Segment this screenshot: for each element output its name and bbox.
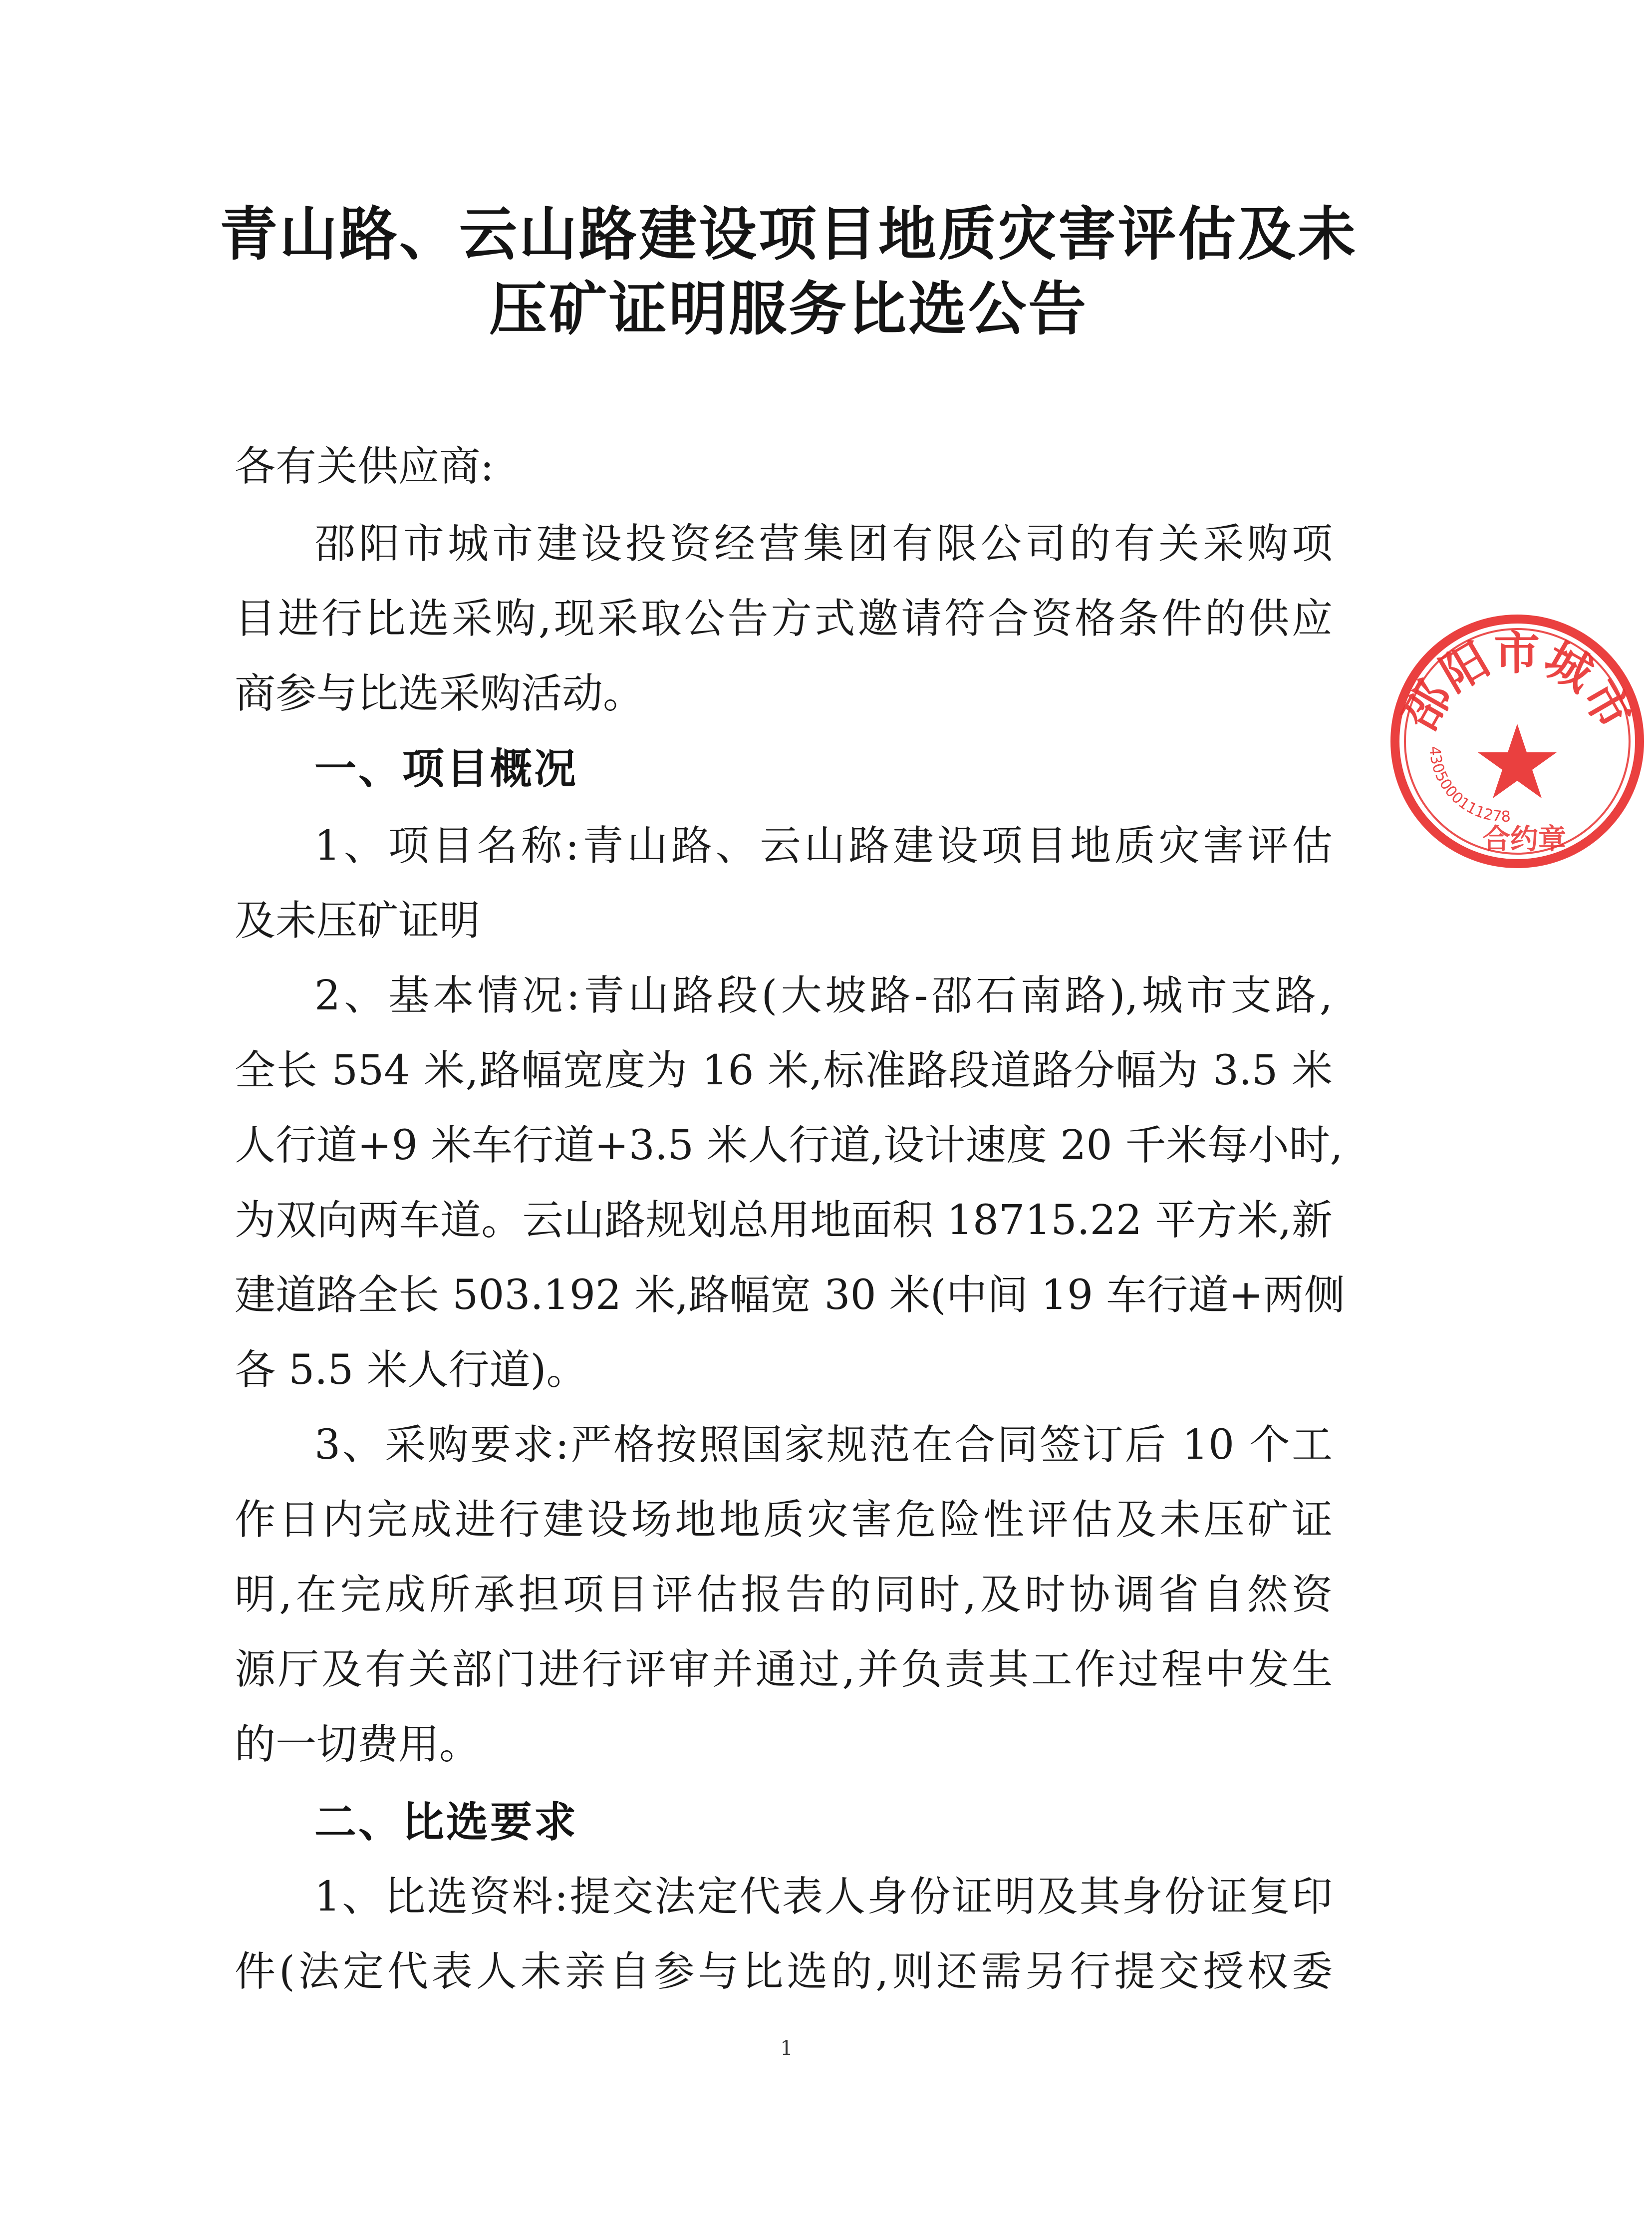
page-number: 1	[780, 2037, 793, 2060]
item-3-line-1: 3、采购要求:严格按照国家规范在合同签订后 10 个工	[314, 1421, 1333, 1469]
intro-line-3: 商参与比选采购活动。	[235, 670, 644, 717]
document-title-line-2: 压矿证明服务比选公告	[489, 276, 1088, 343]
intro-line-2: 目进行比选采购,现采取公告方式邀请符合资格条件的供应	[235, 595, 1333, 642]
seal-star-icon	[1478, 724, 1557, 798]
seal-arc-text: 邵阳市城市	[1392, 626, 1642, 739]
item-2-line-2: 全长 554 米,路幅宽度为 16 米,标准路段道路分幅为 3.5 米	[235, 1047, 1333, 1094]
item-1-line-1: 1、项目名称:青山路、云山路建设项目地质灾害评估	[314, 822, 1333, 870]
item-3-line-2: 作日内完成进行建设场地地质灾害危险性评估及未压矿证	[235, 1496, 1333, 1544]
seal-code-text: 4305000111278	[1425, 745, 1511, 826]
document-title-line-1: 青山路、云山路建设项目地质灾害评估及未	[220, 201, 1358, 268]
item-2-line-4: 为双向两车道。云山路规划总用地面积 18715.22 平方米,新	[235, 1197, 1333, 1244]
requirement-1-line-1: 1、比选资料:提交法定代表人身份证明及其身份证复印	[314, 1873, 1333, 1920]
item-2-line-3: 人行道+9 米车行道+3.5 米人行道,设计速度 20 千米每小时,	[235, 1122, 1343, 1169]
intro-line-1: 邵阳市城市建设投资经营集团有限公司的有关采购项	[314, 520, 1333, 568]
section-1-heading: 一、项目概况	[314, 744, 578, 793]
company-seal-stamp	[1382, 607, 1652, 876]
item-2-line-5: 建道路全长 503.192 米,路幅宽 30 米(中间 19 车行道+两侧	[235, 1272, 1345, 1319]
section-2-heading: 二、比选要求	[314, 1798, 578, 1847]
requirement-1-line-2: 件(法定代表人未亲自参与比选的,则还需另行提交授权委	[235, 1948, 1333, 1995]
item-3-line-5: 的一切费用。	[235, 1721, 481, 1768]
item-1-line-2: 及未压矿证明	[235, 897, 481, 945]
salutation: 各有关供应商:	[235, 443, 494, 490]
item-3-line-4: 源厅及有关部门进行评审并通过,并负责其工作过程中发生	[235, 1646, 1333, 1693]
item-2-line-6: 各 5.5 米人行道)。	[235, 1346, 587, 1394]
seal-bottom-text: 合约章	[1482, 823, 1566, 856]
item-2-line-1: 2、基本情况:青山路段(大坡路-邵石南路),城市支路,	[314, 972, 1333, 1019]
item-3-line-3: 明,在完成所承担项目评估报告的同时,及时协调省自然资	[235, 1571, 1333, 1618]
